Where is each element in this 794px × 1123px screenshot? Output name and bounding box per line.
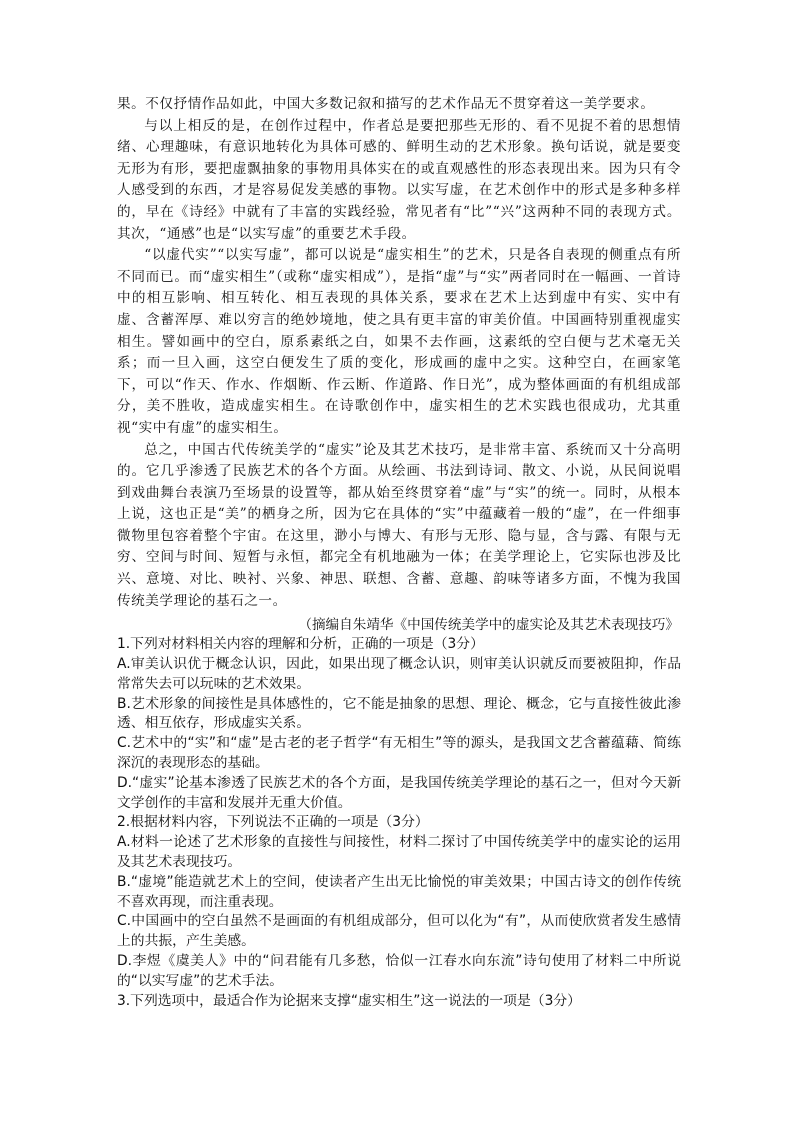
passage-source: （摘编自朱靖华《中国传统美学中的虚实论及其艺术表现技巧》 [298,617,679,634]
question-stem: 3.下列选项中，最适合作为论据来支撑“虚实相生”这一说法的一项是（3分） [117,992,581,1009]
question-2 [117,813,681,991]
option-d[interactable]: D.李煜《虞美人》中的“问君能有几多愁，恰似一江春水向东流”诗句使用了材料二中所说的“以实写虚”的艺术手法。 [117,953,681,989]
option-a[interactable]: A.审美认识优于概念认识，因此，如果出现了概念认识，则审美认识就反而要被阻抑，作品常常失去可以玩味的艺术效果。 [117,656,681,692]
option-c[interactable]: C.艺术中的“实”和“虚”是古老的老子哲学“有无相生”等的源头，是我国文艺含蓄蕴藉、简练深沉的表现形态的基础。 [117,735,681,772]
exam-page [117,94,681,1011]
question-stem: 1.下列对材料相关内容的理解和分析，正确的一项是（3分） [117,636,484,653]
passage-paragraph: “以虚代实”“以实写虚”，都可以说是“虚实相生”的艺术，只是各自表现的侧重点有所不同而已。而“虚实相生”（或称“虚实相成”），是指“虚”与“实”两者同时在一幅画、一首诗中的相互影响、相互转化、相互表现的具体关系，要求在艺术上达到虚中有实、实中有虚、含蓄浑厚、难以穷言的绝妙境地，使之具有更丰富的审美价值。中国画特别重视虚实相生。譬如画中的空白，原系素纸之白，如果不去作画，这素纸的空白便与艺术毫无关系；而一旦入画，这空白便发生了质的变化，形成画的虚中之实。这种空白，在画家笔下，可以“作天、作水、作烟断、作云断、作道路、作日光”，成为整体画面的有机组成部分，美不胜收，造成虚实相生。在诗歌创作中，虚实相生的艺术实践也很成功，尤其重视“实中有虚”的虚实相生。 [117,247,681,436]
passage-paragraph: 果。不仅抒情作品如此，中国大多数记叙和描写的艺术作品无不贯穿着这一美学要求。 [117,96,655,112]
option-b[interactable]: B.艺术形象的间接性是具体感性的，它不能是抽象的思想、理论、概念，它与直接性彼此渗透、相互依存，形成虚实关系。 [117,695,681,732]
option-d[interactable]: D.“虚实”论基本渗透了民族艺术的各个方面，是我国传统美学理论的基石之一，但对今天新文学创作的丰富和发展并无重大价值。 [117,774,681,811]
question-3 [117,992,681,1012]
option-b[interactable]: B.“虚境”能造就艺术上的空间，使读者产生出无比愉悦的审美效果；中国古诗文的创作传统不喜欢再现，而注重表现。 [117,873,681,910]
question-1 [117,635,681,813]
passage-paragraph: 总之，中国古代传统美学的“虚实”论及其艺术技巧，是非常丰富、系统而又十分高明的。它几乎渗透了民族艺术的各个方面。从绘画、书法到诗词、散文、小说，从民间说唱到戏曲舞台表演乃至场景的设置等，都从始至终贯穿着“虚”与“实”的统一。同时，从根本上说，这也正是“美”的栖身之所，因为它在具体的“实”中蕴藏着一般的“虚”，在一件细事微物里包容着整个宇宙。在这里，渺小与博大、有形与无形、隐与显，含与露、有限与无穷、空间与时间、短暂与永恒，都完全有机地融为一体；在美学理论上，它实际也涉及比兴、意境、对比、映衬、兴象、神思、联想、含蓄、意趣、韵味等诸多方面，不愧为我国传统美学理论的基石之一。 [117,441,681,609]
reading-passage [117,94,681,612]
option-a[interactable]: A.材料一论述了艺术形象的直接性与间接性，材料二探讨了中国传统美学中的虚实论的运用及其艺术表现技巧。 [117,834,681,871]
questions-section [117,635,681,1011]
option-c[interactable]: C.中国画中的空白虽然不是画面的有机组成部分，但可以化为“有”，从而使欣赏者发生感情上的共振，产生美感。 [117,913,681,950]
passage-paragraph: 与以上相反的是，在创作过程中，作者总是要把那些无形的、看不见捉不着的思想情绪、心理趣味，有意识地转化为具体可感的、鲜明生动的艺术形象。换句话说，就是要变无形为有形，要把虚飘抽象的事物用具体实在的或直观感性的形态表现出来。因为只有令人感受到的东西，才是容易促发美感的事物。以实写虚，在艺术创作中的形式是多种多样的，早在《诗经》中就有了丰富的实践经验，常见者有“比”“兴”这两种不同的表现方式。其次，“通感”也是“以实写虚”的重要艺术手段。 [117,117,681,242]
question-stem: 2.根据材料内容，下列说法不正确的一项是（3分） [117,814,429,831]
